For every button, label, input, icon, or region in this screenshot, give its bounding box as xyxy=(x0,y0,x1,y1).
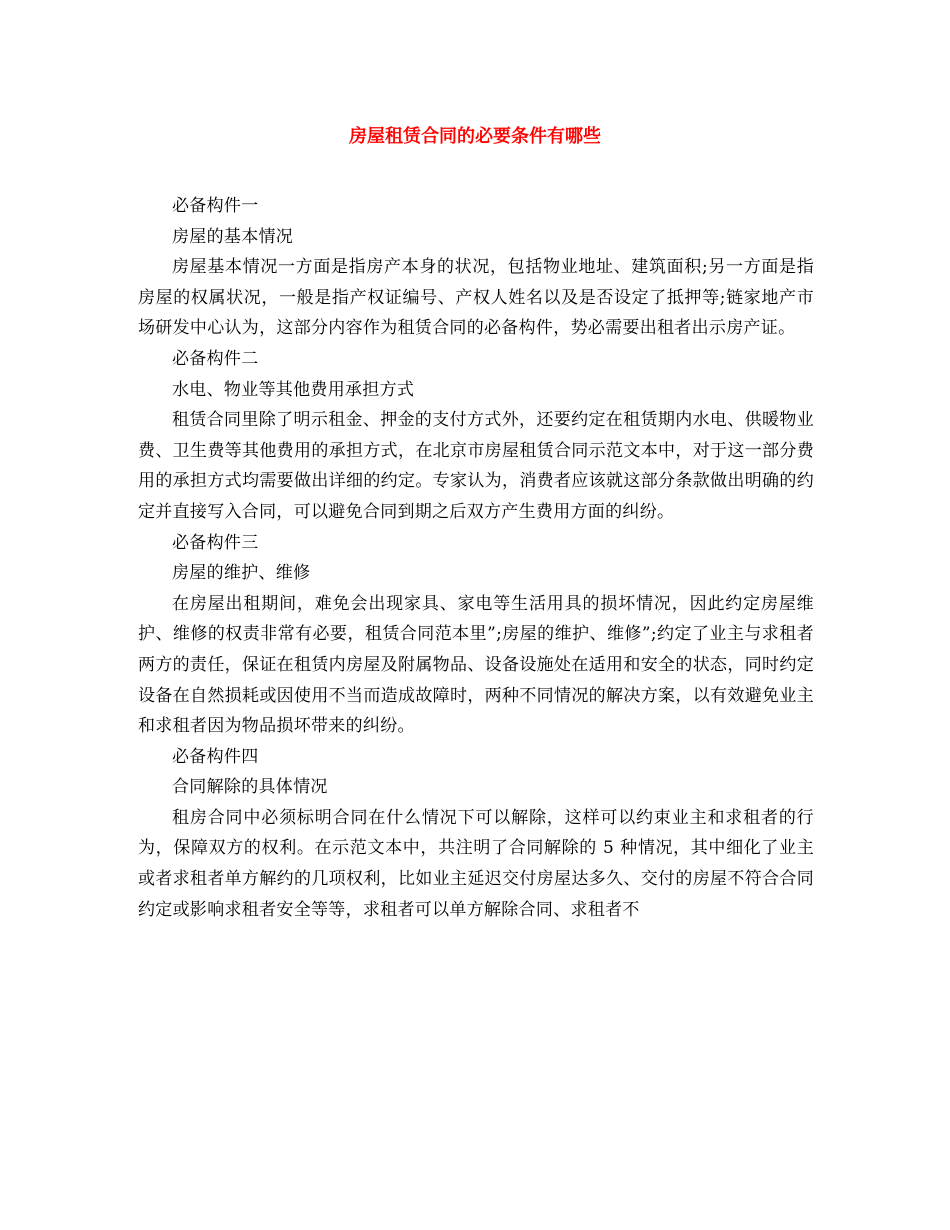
section-subtitle: 合同解除的具体情况 xyxy=(172,777,328,798)
section-heading: 必备构件一 xyxy=(172,196,259,216)
body-paragraph: 租房合同中必须标明合同在什么情况下可以解除，这样可以约束业主和求租者的行为，保障双方的权利。在示范文本中，共注明了合同解除的 5 种情况，其中细化了业主或者求租者单方解约的几项权利，比如业主延迟交付房屋达多久、交付的房屋不符合合同约定或影响求租者安全等等，求租者可以单方解除合同、求租者不 xyxy=(138,807,814,920)
body-paragraph: 在房屋出租期间，难免会出现家具、家电等生活用具的损坏情况，因此约定房屋维护、维修的权责非常有必要，租赁合同范本里”;房屋的维护、维修”;约定了业主与求租者两方的责任，保证在租赁内房屋及附属物品、设备设施处在适用和安全的状态，同时约定设备在自然损耗或因使用不当而造成故障时，两种不同情况的解决方案，以有效避免业主和求租者因为物品损坏带来的纠纷。 xyxy=(138,593,814,737)
document-title: 房屋租赁合同的必要条件有哪些 xyxy=(349,126,601,147)
section-heading: 必备构件三 xyxy=(172,532,259,553)
section-subtitle: 房屋的维护、维修 xyxy=(172,563,311,584)
section-heading: 必备构件二 xyxy=(172,348,259,369)
body-paragraph: 租赁合同里除了明示租金、押金的支付方式外，还要约定在租赁期内水电、供暖物业费、卫生费等其他费用的承担方式，在北京市房屋租赁合同示范文本中，对于这一部分费用的承担方式均需要做出详细的约定。专家认为，消费者应该就这部分条款做出明确的约定并直接写入合同，可以避免合同到期之后双方产生费用方面的纠纷。 xyxy=(138,410,814,522)
section-heading: 必备构件四 xyxy=(172,746,259,767)
section-subtitle: 房屋的基本情况 xyxy=(172,226,294,247)
body-paragraph: 房屋基本情况一方面是指房产本身的状况，包括物业地址、建筑面积;另一方面是指房屋的权属状况，一般是指产权证编号、产权人姓名以及是否设定了抵押等;链家地产市场研发中心认为，这部分内容作为租赁合同的必备构件，势必需要出租者出示房产证。 xyxy=(138,257,814,339)
section-subtitle: 水电、物业等其他费用承担方式 xyxy=(172,379,415,400)
document-body xyxy=(138,191,814,925)
